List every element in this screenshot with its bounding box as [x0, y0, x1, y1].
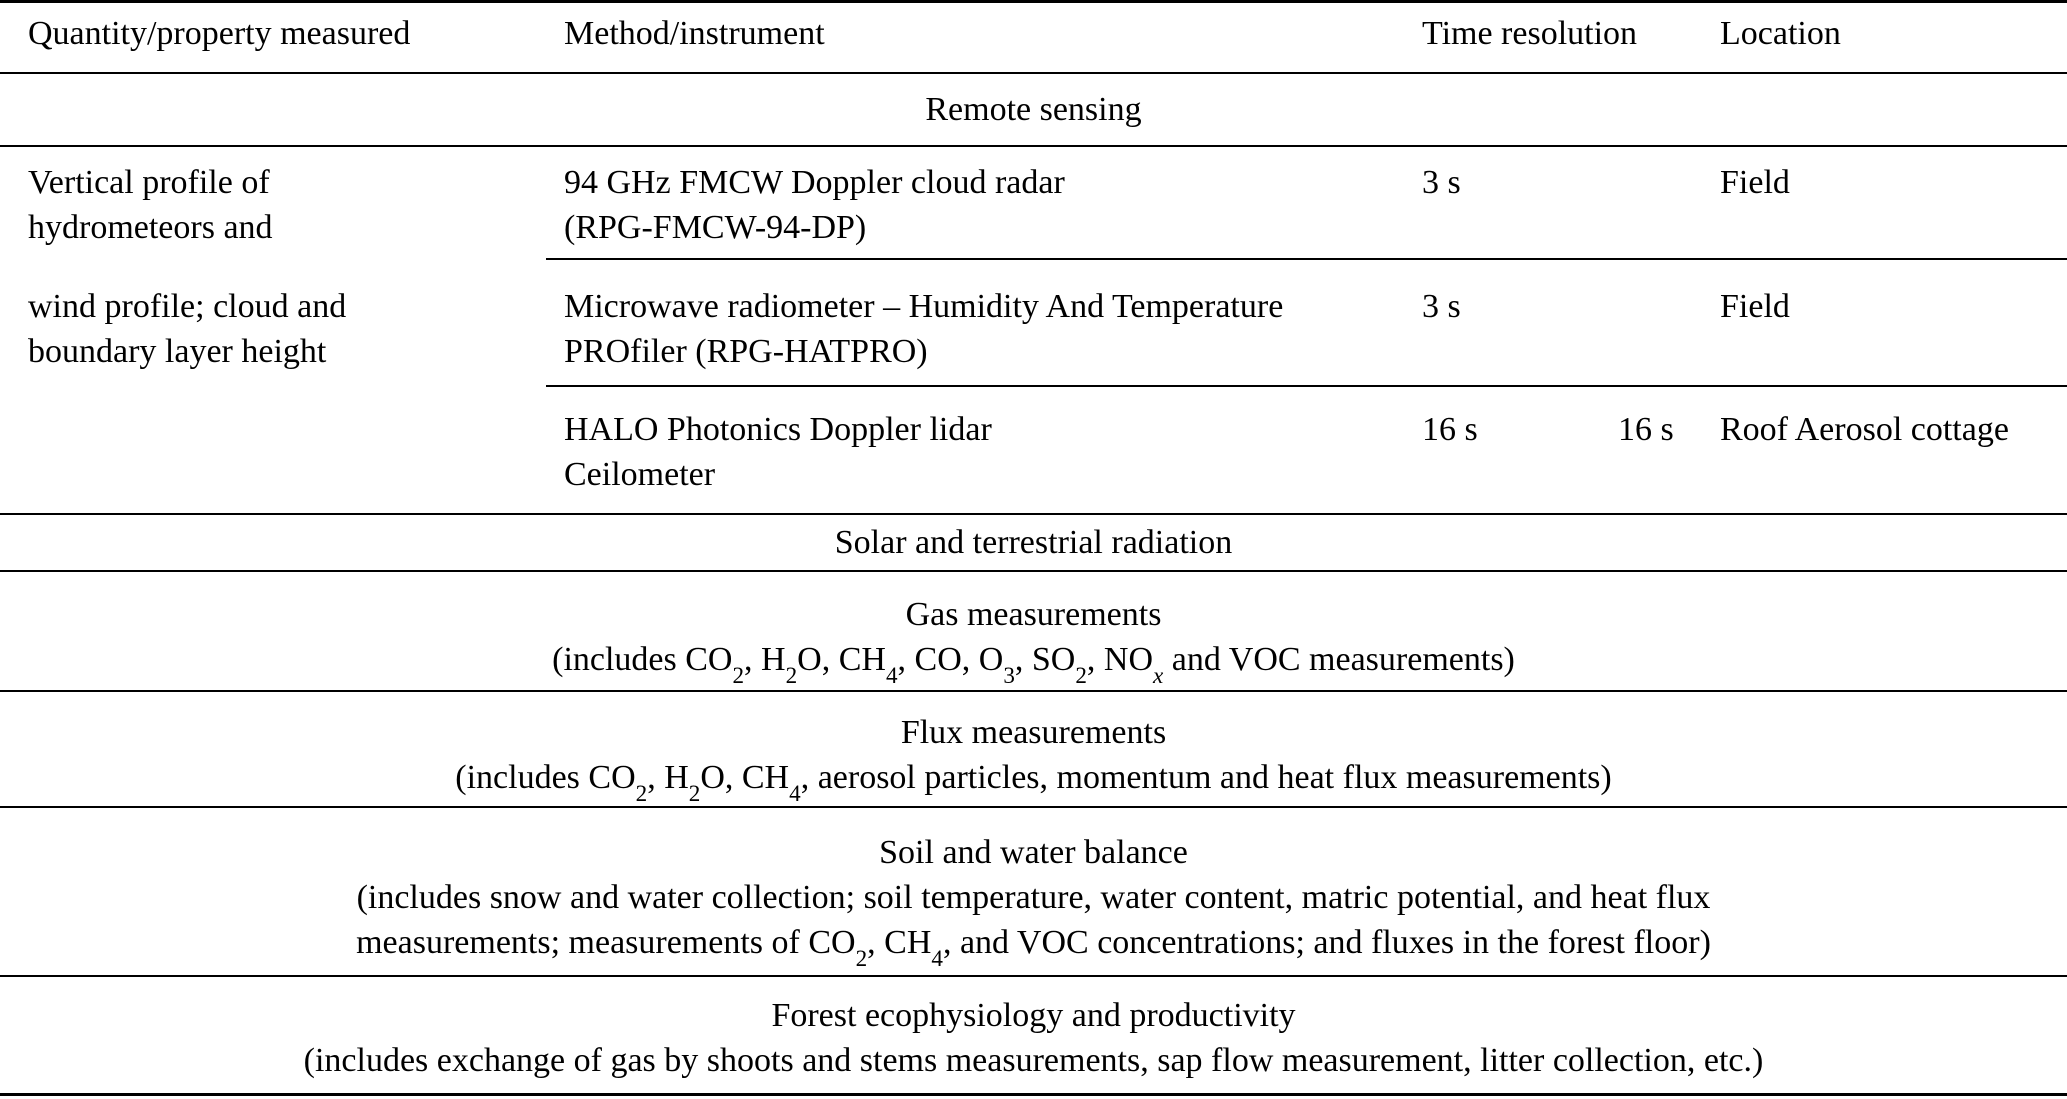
section-title-text: Forest ecophysiology and productivity	[771, 997, 1296, 1034]
cell-method	[564, 407, 1422, 497]
section-title-text: Solar and terrestrial radiation	[834, 524, 1233, 561]
section-title-solar-radiation	[0, 515, 2067, 570]
section-title-text: Gas measurements	[905, 596, 1162, 633]
quantity-line: wind profile; cloud and	[28, 288, 347, 325]
section-subtitle-line: (includes $CO_2$, $H_2O$, $CH_4$, CO, $O_3$, $SO_2$, $NO_x$ and VOC measurements)	[552, 641, 1515, 689]
method-line: PROfiler (RPG-HATPRO)	[564, 333, 928, 370]
section-subtitle-line: (includes $CO_2$, $H_2O$, $CH_4$, aerosol particles, momentum and heat flux measurements)	[455, 759, 1612, 807]
section-subtitle-line: measurements; measurements of $CO_2$, $CH_4$, and VOC concentrations; and fluxes in the forest floor)	[356, 924, 1711, 972]
section-title-text: Soil and water balance	[879, 834, 1188, 871]
cell-time-resolution: 16 s	[1422, 411, 1478, 448]
section-title-text: Flux measurements	[900, 714, 1167, 751]
cell-time-resolution: 3 s	[1422, 164, 1461, 201]
method-line: 94 GHz FMCW Doppler cloud radar	[564, 164, 1065, 201]
section-title-flux-measurements	[0, 692, 2067, 806]
cell-location: Field	[1720, 164, 1790, 201]
cell-time-resolution-2: 16 s	[1618, 411, 1674, 448]
table-row-lidar-ceilometer	[0, 387, 2067, 513]
table-row-radiometer	[0, 260, 2067, 385]
col-header-quantity: Quantity/property measured	[28, 15, 411, 52]
bottom-rule	[0, 1093, 2067, 1096]
quantity-line: boundary layer height	[28, 333, 327, 370]
method-line: HALO Photonics Doppler lidar	[564, 411, 992, 448]
quantity-line: hydrometeors and	[28, 209, 273, 246]
section-title-gas-measurements	[0, 572, 2067, 690]
cell-location: Field	[1720, 288, 1790, 325]
table-row-cloud-radar	[0, 147, 2067, 258]
section-subtitle-line: (includes snow and water collection; soil temperature, water content, matric potential, and heat flux	[356, 879, 1711, 916]
cell-quantity	[28, 284, 564, 374]
section-subtitle-line: (includes exchange of gas by shoots and stems measurements, sap flow measurement, litter collection, etc.)	[303, 1042, 1764, 1079]
section-title-soil-water-balance	[0, 808, 2067, 975]
col-header-time-resolution: Time resolution	[1422, 15, 1638, 52]
method-line: (RPG-FMCW-94-DP)	[564, 209, 867, 246]
cell-method	[564, 160, 1422, 250]
section-title-text: Remote sensing	[925, 91, 1142, 128]
cell-time-resolution: 3 s	[1422, 288, 1461, 325]
method-line: Microwave radiometer – Humidity And Temperature	[564, 288, 1284, 325]
table-header-row	[0, 3, 2067, 72]
section-title-forest-ecophysiology	[0, 977, 2067, 1093]
method-line: Ceilometer	[564, 456, 716, 493]
cell-method	[564, 284, 1422, 374]
col-header-location: Location	[1720, 15, 1841, 52]
col-header-method: Method/instrument	[564, 15, 825, 52]
cell-location: Roof Aerosol cottage	[1720, 411, 2009, 448]
quantity-line: Vertical profile of	[28, 164, 270, 201]
cell-quantity	[28, 160, 564, 250]
section-title-remote-sensing	[0, 74, 2067, 145]
